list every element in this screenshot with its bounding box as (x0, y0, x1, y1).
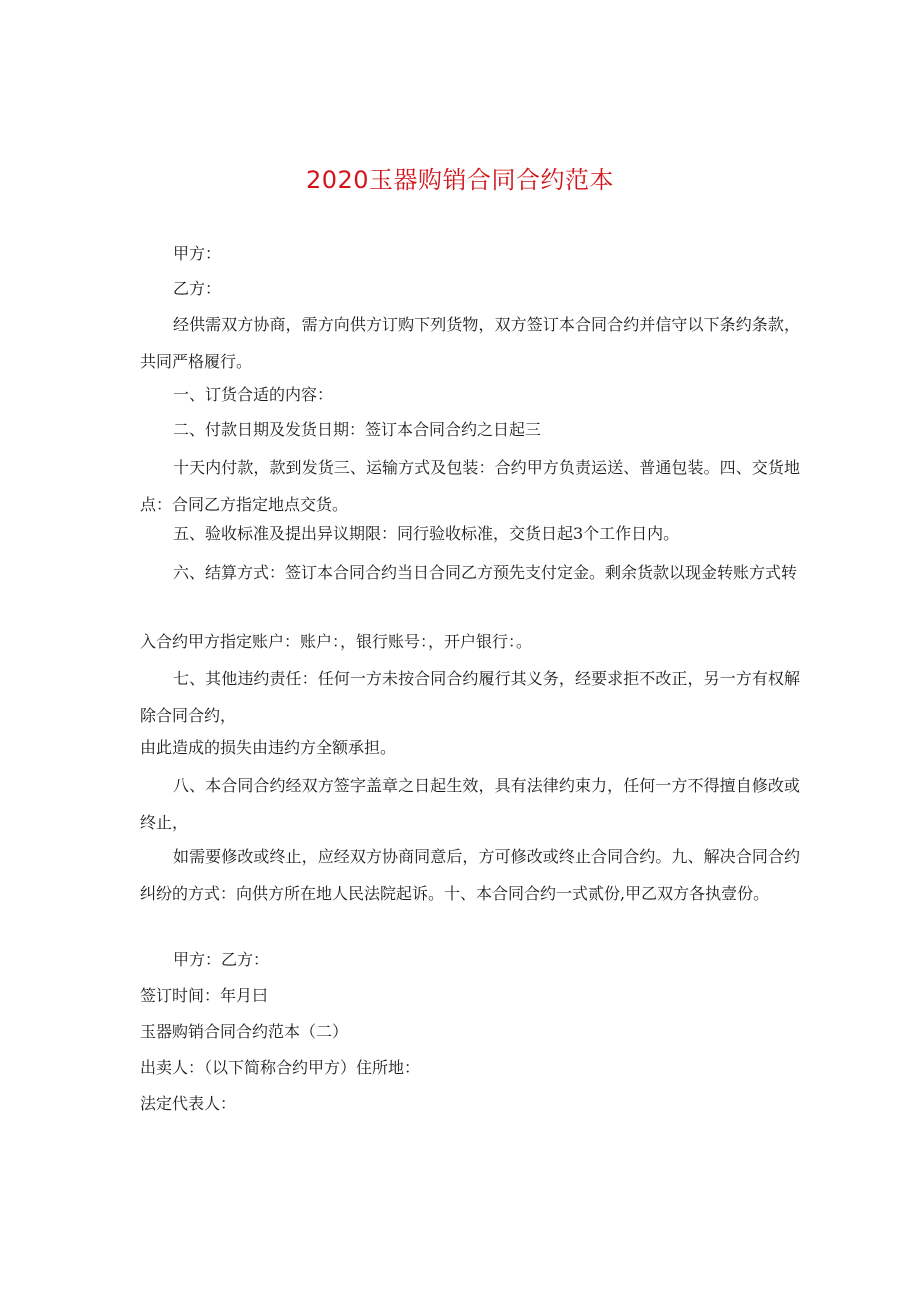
sample-two-title: 玉器购销合同合约范本（二） (140, 1022, 349, 1041)
intro-paragraph: 经供需双方协商，需方向供方订购下列货物，双方签订本合同合约并信守以下条约条款，共同严格履行。 (140, 315, 800, 371)
clause-6-continued: 入合约甲方指定账户：账户：，银行账号：，开户银行：。 (140, 632, 533, 651)
document-title: 2020玉器购销合同合约范本 (305, 166, 615, 194)
clause-7-continued: 由此造成的损失由违约方全额承担。 (140, 738, 397, 757)
signing-time: 签订时间：年月曰 (140, 986, 269, 1005)
clause-2: 二、付款日期及发货日期：签订本合同合约之日起三 (173, 420, 542, 439)
party-a-line: 甲方： (173, 244, 222, 263)
clause-8: 八、本合同合约经双方签字盖章之日起生效，具有法律约束力，任何一方不得擅自修改或终止， (140, 776, 800, 832)
clause-6: 六、结算方式：签订本合同合约当日合同乙方预先支付定金。剩余货款以现金转账方式转 (173, 563, 798, 582)
clause-5: 五、验收标准及提出异议期限：同行验收标准，交货日起3个工作日内。 (173, 524, 680, 543)
signature-parties: 甲方：乙方： (173, 950, 270, 969)
party-b-line: 乙方： (173, 279, 222, 298)
legal-representative-line: 法定代表人： (140, 1094, 237, 1113)
clause-1: 一、订货合适的内容： (173, 385, 334, 404)
clause-3-4: 十天内付款，款到发货三、运输方式及包装：合约甲方负责运送、普通包装。四、交货地点：合同乙方指定地点交货。 (140, 458, 800, 514)
clause-7: 七、其他违约责任：任何一方未按合同合约履行其义务，经要求拒不改正，另一方有权解除合同合约， (140, 669, 800, 725)
seller-line: 出卖人：（以下简称合约甲方）住所地： (140, 1058, 421, 1077)
clause-8-continued: 如需要修改或终止，应经双方协商同意后，方可修改或终止合同合约。九、解决合同合约纠纷的方式：向供方所在地人民法院起诉。十、本合同合约一式贰份,甲乙双方各执壹份。 (140, 847, 800, 903)
